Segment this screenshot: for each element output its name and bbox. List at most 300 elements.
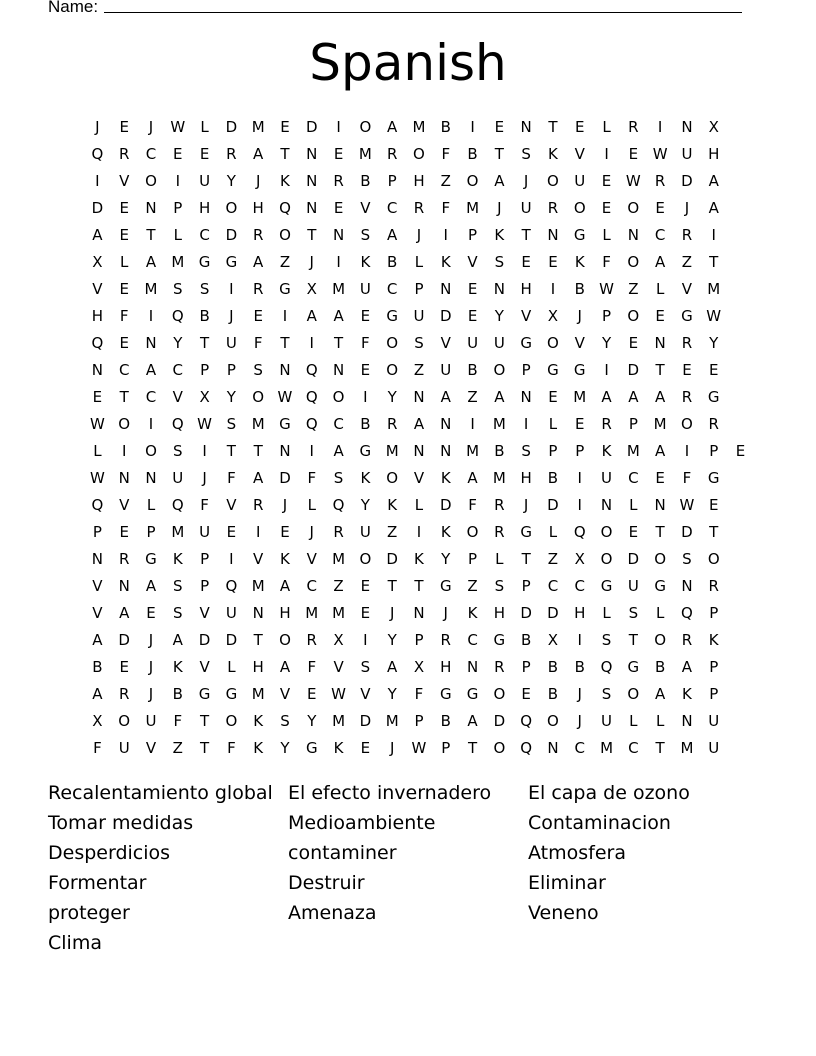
grid-letter: L xyxy=(655,711,665,730)
grid-letter: J xyxy=(202,468,207,487)
grid-letter: N xyxy=(332,360,345,379)
grid-letter: Q xyxy=(91,495,104,514)
grid-letter: E xyxy=(119,117,129,136)
grid-letter: E xyxy=(628,333,639,352)
grid-letter: X xyxy=(92,252,103,271)
grid-letter: P xyxy=(173,198,183,217)
grid-letter: A xyxy=(253,468,264,487)
grid-letter: P xyxy=(521,576,531,595)
grid-letter: M xyxy=(251,684,265,703)
grid-letter: C xyxy=(172,360,184,379)
grid-letter: X xyxy=(199,387,210,406)
grid-letter: A xyxy=(494,387,505,406)
grid-letter: Q xyxy=(573,522,586,541)
grid-row xyxy=(84,194,744,221)
grid-letter: E xyxy=(226,522,237,541)
grid-letter: P xyxy=(575,441,585,460)
grid-letter: O xyxy=(654,630,667,649)
grid-letter: P xyxy=(200,549,210,568)
grid-letter: Q xyxy=(681,603,693,622)
grid-letter: N xyxy=(520,117,532,136)
grid-row xyxy=(84,113,744,140)
grid-letter: I xyxy=(470,117,475,136)
grid-letter: E xyxy=(601,198,612,217)
grid-letter: M xyxy=(680,738,694,757)
grid-letter: H xyxy=(252,198,264,217)
grid-letter: N xyxy=(91,549,104,568)
letter-grid xyxy=(84,113,744,761)
grid-letter: J xyxy=(255,171,261,190)
grid-letter: S xyxy=(173,441,183,460)
grid-letter: T xyxy=(280,333,290,352)
grid-letter: O xyxy=(413,144,425,163)
grid-letter: E xyxy=(682,360,692,379)
grid-letter: K xyxy=(414,549,424,568)
grid-letter: E xyxy=(333,144,344,163)
grid-letter: U xyxy=(225,603,237,622)
grid-letter: E xyxy=(119,279,129,298)
grid-letter: A xyxy=(172,630,183,649)
grid-letter: U xyxy=(467,333,479,352)
grid-letter: G xyxy=(600,576,613,595)
grid-letter: W xyxy=(599,279,614,298)
grid-letter: T xyxy=(628,630,638,649)
grid-letter: M xyxy=(466,198,480,217)
grid-letter: D xyxy=(359,711,372,730)
grid-letter: N xyxy=(600,495,613,514)
grid-row xyxy=(84,545,744,572)
grid-letter: F xyxy=(361,333,370,352)
grid-row xyxy=(84,410,744,437)
grid-letter: M xyxy=(332,279,346,298)
grid-letter: G xyxy=(439,576,452,595)
grid-letter: N xyxy=(681,576,693,595)
grid-letter: B xyxy=(440,117,451,136)
grid-letter: B xyxy=(467,360,478,379)
grid-letter: G xyxy=(520,522,532,541)
grid-letter: K xyxy=(360,468,371,487)
grid-letter: L xyxy=(629,711,638,730)
grid-letter: R xyxy=(440,630,451,649)
grid-letter: A xyxy=(601,387,612,406)
grid-letter: N xyxy=(252,603,264,622)
grid-letter: J xyxy=(523,495,529,514)
grid-letter: Q xyxy=(305,360,318,379)
grid-letter: T xyxy=(414,576,424,595)
grid-letter: M xyxy=(600,738,614,757)
grid-letter: K xyxy=(387,495,398,514)
grid-letter: J xyxy=(416,225,422,244)
grid-letter: C xyxy=(145,144,157,163)
grid-letter: P xyxy=(441,738,451,757)
grid-letter: P xyxy=(387,171,397,190)
grid-letter: A xyxy=(387,117,398,136)
grid-letter: V xyxy=(119,171,130,190)
grid-letter: K xyxy=(333,738,344,757)
grid-letter: D xyxy=(520,603,532,622)
grid-letter: B xyxy=(360,171,371,190)
word-bank-item: Desperdicios xyxy=(48,842,171,864)
grid-letter: L xyxy=(307,495,316,514)
grid-letter: T xyxy=(709,252,719,271)
grid-letter: P xyxy=(521,360,531,379)
grid-letter: I xyxy=(148,306,154,325)
grid-letter: V xyxy=(119,495,130,514)
grid-letter: R xyxy=(708,414,719,433)
grid-letter: L xyxy=(602,117,611,136)
grid-letter: P xyxy=(709,657,719,676)
grid-letter: H xyxy=(520,468,532,487)
grid-letter: M xyxy=(358,144,372,163)
grid-letter: O xyxy=(627,198,640,217)
grid-letter: P xyxy=(709,603,719,622)
grid-letter: E xyxy=(146,603,156,622)
grid-letter: X xyxy=(547,306,559,325)
grid-letter: E xyxy=(548,387,558,406)
grid-letter: N xyxy=(413,603,425,622)
grid-letter: V xyxy=(172,387,183,406)
grid-letter: L xyxy=(93,441,102,460)
grid-letter: B xyxy=(172,684,183,703)
grid-letter: K xyxy=(708,630,719,649)
grid-letter: O xyxy=(386,360,399,379)
grid-letter: P xyxy=(468,549,478,568)
grid-letter: U xyxy=(413,306,425,325)
grid-letter: M xyxy=(332,603,346,622)
grid-row xyxy=(84,491,744,518)
grid-letter: E xyxy=(119,333,129,352)
grid-letter: A xyxy=(708,198,719,217)
grid-letter: Z xyxy=(467,387,478,406)
grid-letter: A xyxy=(279,576,291,595)
grid-letter: J xyxy=(309,522,314,541)
grid-letter: B xyxy=(574,279,585,298)
grid-letter: E xyxy=(575,414,585,433)
grid-letter: A xyxy=(494,171,505,190)
grid-letter: O xyxy=(681,414,693,433)
grid-letter: R xyxy=(494,522,505,541)
name-label: Name: xyxy=(48,0,99,16)
grid-letter: O xyxy=(225,198,238,217)
word-bank-item: Formentar xyxy=(48,872,147,894)
grid-letter: M xyxy=(466,441,480,460)
grid-letter: V xyxy=(440,333,451,352)
grid-letter: D xyxy=(225,225,238,244)
grid-letter: G xyxy=(681,306,693,325)
grid-row xyxy=(84,275,744,302)
grid-letter: Y xyxy=(387,684,397,703)
grid-letter: U xyxy=(708,738,720,757)
grid-letter: V xyxy=(574,144,585,163)
grid-letter: H xyxy=(252,657,264,676)
grid-letter: N xyxy=(520,387,532,406)
grid-letter: B xyxy=(92,657,103,676)
grid-letter: O xyxy=(493,738,506,757)
grid-letter: Y xyxy=(387,387,397,406)
grid-letter: R xyxy=(708,576,719,595)
grid-letter: I xyxy=(711,225,716,244)
grid-letter: R xyxy=(628,117,639,136)
grid-letter: J xyxy=(497,198,502,217)
grid-letter: T xyxy=(494,144,504,163)
grid-letter: B xyxy=(547,684,559,703)
grid-letter: C xyxy=(118,360,130,379)
grid-letter: G xyxy=(305,738,318,757)
grid-letter: U xyxy=(145,711,157,730)
grid-letter: I xyxy=(577,630,582,649)
grid-letter: N xyxy=(145,468,157,487)
grid-letter: C xyxy=(333,414,344,433)
grid-letter: S xyxy=(360,225,371,244)
grid-letter: U xyxy=(493,333,505,352)
grid-letter: M xyxy=(626,441,640,460)
grid-letter: I xyxy=(577,495,582,514)
grid-letter: I xyxy=(121,441,127,460)
grid-letter: S xyxy=(682,549,692,568)
grid-letter: A xyxy=(628,387,639,406)
word-bank-item: Tomar medidas xyxy=(48,812,194,834)
grid-letter: F xyxy=(682,468,692,487)
grid-letter: S xyxy=(360,657,371,676)
grid-letter: T xyxy=(200,738,210,757)
grid-letter: A xyxy=(92,225,103,244)
grid-letter: A xyxy=(387,225,398,244)
grid-row xyxy=(84,221,744,248)
grid-letter: E xyxy=(307,684,317,703)
grid-letter: L xyxy=(548,414,558,433)
grid-letter: Q xyxy=(305,387,318,406)
word-bank-item: Clima xyxy=(48,932,102,954)
grid-letter: P xyxy=(521,657,531,676)
grid-letter: I xyxy=(604,144,609,163)
grid-letter: E xyxy=(333,198,344,217)
grid-letter: G xyxy=(279,279,291,298)
word-bank-item: Veneno xyxy=(528,902,599,924)
grid-letter: J xyxy=(389,738,395,757)
grid-letter: P xyxy=(146,522,156,541)
grid-letter: R xyxy=(333,171,344,190)
grid-letter: I xyxy=(443,225,448,244)
grid-letter: B xyxy=(387,252,398,271)
grid-letter: V xyxy=(360,198,371,217)
grid-letter: E xyxy=(521,684,531,703)
grid-row xyxy=(84,626,744,653)
grid-letter: W xyxy=(89,468,105,487)
grid-letter: P xyxy=(628,414,638,433)
grid-letter: X xyxy=(708,117,719,136)
grid-letter: L xyxy=(655,603,665,622)
grid-letter: K xyxy=(467,603,478,622)
grid-letter: O xyxy=(386,468,399,487)
grid-letter: X xyxy=(547,630,559,649)
grid-letter: P xyxy=(548,441,558,460)
grid-letter: O xyxy=(386,333,399,352)
grid-letter: U xyxy=(708,711,720,730)
grid-letter: K xyxy=(601,441,612,460)
grid-letter: S xyxy=(494,576,505,595)
grid-letter: E xyxy=(467,279,478,298)
grid-letter: O xyxy=(493,684,506,703)
grid-letter: G xyxy=(627,657,640,676)
grid-letter: N xyxy=(466,657,479,676)
grid-letter: W xyxy=(277,387,293,406)
grid-letter: W xyxy=(170,117,186,136)
grid-letter: I xyxy=(577,468,582,487)
grid-letter: Y xyxy=(441,549,451,568)
grid-letter: R xyxy=(413,198,425,217)
grid-letter: E xyxy=(548,252,558,271)
grid-letter: I xyxy=(657,117,663,136)
grid-letter: M xyxy=(653,414,667,433)
grid-letter: O xyxy=(466,522,479,541)
grid-letter: O xyxy=(654,549,667,568)
grid-letter: E xyxy=(575,117,585,136)
grid-row xyxy=(84,653,744,680)
grid-letter: K xyxy=(360,252,371,271)
grid-row xyxy=(84,707,744,734)
grid-letter: C xyxy=(654,225,666,244)
grid-letter: F xyxy=(227,468,236,487)
grid-letter: V xyxy=(279,684,291,703)
grid-letter: K xyxy=(280,549,290,568)
grid-letter: Q xyxy=(171,495,184,514)
grid-letter: F xyxy=(253,333,263,352)
grid-letter: N xyxy=(440,414,452,433)
grid-letter: C xyxy=(306,576,318,595)
grid-letter: I xyxy=(523,414,529,433)
grid-letter: T xyxy=(119,387,129,406)
grid-letter: W xyxy=(411,738,427,757)
grid-letter: N xyxy=(681,117,693,136)
grid-letter: V xyxy=(92,279,103,298)
grid-letter: K xyxy=(280,171,290,190)
grid-letter: R xyxy=(547,198,559,217)
grid-letter: I xyxy=(175,171,180,190)
grid-letter: N xyxy=(413,387,425,406)
grid-letter: P xyxy=(200,360,210,379)
grid-letter: B xyxy=(199,306,210,325)
grid-letter: N xyxy=(493,279,505,298)
grid-letter: R xyxy=(681,225,693,244)
grid-row xyxy=(84,140,744,167)
grid-letter: T xyxy=(387,576,397,595)
grid-letter: Y xyxy=(226,387,236,406)
grid-letter: C xyxy=(574,738,585,757)
grid-letter: H xyxy=(520,279,532,298)
grid-letter: K xyxy=(440,468,451,487)
grid-letter: A xyxy=(92,684,103,703)
grid-letter: T xyxy=(280,144,290,163)
grid-letter: Z xyxy=(681,252,693,271)
grid-letter: C xyxy=(467,630,478,649)
word-bank-item: contaminer xyxy=(288,842,397,864)
grid-letter: I xyxy=(229,549,234,568)
grid-letter: G xyxy=(225,252,238,271)
grid-letter: B xyxy=(521,630,532,649)
grid-letter: E xyxy=(119,225,129,244)
grid-letter: Y xyxy=(307,711,317,730)
grid-row xyxy=(84,680,744,707)
grid-letter: A xyxy=(145,360,157,379)
grid-letter: Y xyxy=(601,333,612,352)
grid-letter: L xyxy=(173,225,182,244)
grid-letter: J xyxy=(577,306,582,325)
grid-letter: A xyxy=(253,252,264,271)
grid-letter: O xyxy=(332,387,345,406)
grid-letter: S xyxy=(173,603,183,622)
grid-letter: Q xyxy=(520,711,533,730)
page-title: Spanish xyxy=(309,34,507,92)
grid-letter: F xyxy=(200,495,209,514)
grid-letter: J xyxy=(148,684,154,703)
grid-letter: L xyxy=(146,495,156,514)
grid-letter: I xyxy=(309,333,314,352)
grid-letter: A xyxy=(145,252,157,271)
grid-letter: Q xyxy=(225,576,238,595)
grid-letter: L xyxy=(414,495,424,514)
grid-letter: E xyxy=(360,603,371,622)
grid-letter: T xyxy=(467,738,478,757)
grid-letter: Z xyxy=(279,252,291,271)
grid-letter: K xyxy=(548,144,558,163)
grid-letter: J xyxy=(148,657,154,676)
grid-letter: C xyxy=(199,225,210,244)
grid-letter: A xyxy=(655,441,666,460)
grid-letter: T xyxy=(200,333,210,352)
grid-letter: A xyxy=(145,576,157,595)
grid-letter: L xyxy=(200,117,209,136)
grid-letter: Y xyxy=(226,171,236,190)
grid-letter: N xyxy=(145,333,157,352)
grid-letter: E xyxy=(655,306,665,325)
grid-letter: T xyxy=(307,225,317,244)
grid-letter: K xyxy=(494,225,505,244)
grid-letter: D xyxy=(627,549,640,568)
grid-letter: R xyxy=(386,414,398,433)
word-bank-item: Recalentamiento global xyxy=(48,782,273,804)
word-bank-item: Amenaza xyxy=(288,902,377,924)
grid-letter: Z xyxy=(628,279,639,298)
grid-letter: R xyxy=(654,171,666,190)
grid-letter: O xyxy=(573,198,586,217)
grid-letter: F xyxy=(119,306,129,325)
grid-letter: W xyxy=(331,684,346,703)
grid-letter: N xyxy=(440,441,452,460)
grid-letter: C xyxy=(628,468,639,487)
grid-letter: Z xyxy=(547,549,559,568)
grid-letter: I xyxy=(229,279,234,298)
grid-letter: X xyxy=(574,549,585,568)
grid-letter: Z xyxy=(172,738,183,757)
grid-letter: U xyxy=(199,171,211,190)
grid-letter: S xyxy=(601,684,612,703)
grid-letter: S xyxy=(628,603,639,622)
grid-letter: F xyxy=(602,252,611,271)
grid-letter: Z xyxy=(413,360,425,379)
grid-letter: T xyxy=(655,522,665,541)
grid-letter: R xyxy=(494,657,505,676)
grid-letter: X xyxy=(306,279,317,298)
grid-letter: P xyxy=(709,684,719,703)
grid-letter: B xyxy=(440,711,451,730)
grid-letter: G xyxy=(520,333,532,352)
grid-letter: Q xyxy=(520,738,533,757)
grid-letter: J xyxy=(523,171,529,190)
grid-letter: H xyxy=(440,657,452,676)
grid-letter: A xyxy=(333,441,344,460)
word-bank-item: El efecto invernadero xyxy=(288,782,492,804)
grid-letter: D xyxy=(681,522,693,541)
